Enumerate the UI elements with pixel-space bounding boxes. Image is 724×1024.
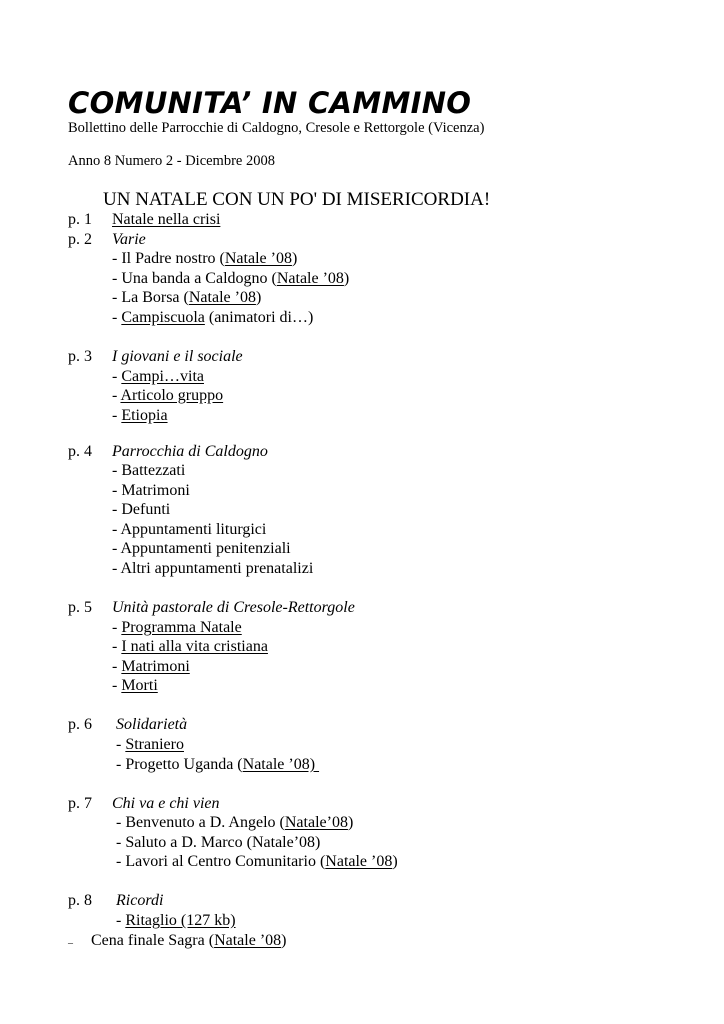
item-link[interactable]: Matrimoni: [121, 658, 190, 675]
page-number: p. 6: [68, 716, 92, 733]
section-title: I giovani e il sociale: [112, 348, 243, 365]
list-item: - I nati alla vita cristiana: [112, 638, 268, 655]
list-item: - Articolo gruppo: [112, 387, 224, 404]
page-number: p. 1: [68, 211, 92, 228]
page-number: p. 8: [68, 892, 92, 909]
list-item: - Lavori al Centro Comunitario (Natale ’08): [116, 853, 398, 870]
list-item: - Battezzati: [112, 462, 186, 479]
section-title: Solidarietà: [116, 716, 188, 733]
item-link[interactable]: Natale’08: [284, 814, 348, 831]
list-item: - Etiopia: [112, 407, 168, 424]
item-link[interactable]: Straniero: [125, 736, 184, 753]
item-link[interactable]: Ritaglio (127 kb): [125, 912, 236, 929]
list-item: - Saluto a D. Marco (Natale’08): [116, 834, 321, 851]
list-item: - Defunti: [112, 501, 171, 518]
bulletin-subtitle: Bollettino delle Parrocchie di Caldogno, Cresole e Rettorgole (Vicenza): [68, 120, 485, 136]
item-link[interactable]: Etiopia: [121, 407, 168, 424]
item-link[interactable]: Natale ’08: [214, 932, 282, 949]
list-item: - Ritaglio (127 kb): [116, 912, 236, 929]
headline: UN NATALE CON UN PO' DI MISERICORDIA!: [103, 189, 491, 210]
item-link[interactable]: Natale ’08: [276, 270, 344, 287]
item-link[interactable]: Natale ’08: [224, 250, 292, 267]
list-item: Cena finale Sagra (Natale ’08): [91, 932, 287, 949]
list-item: - Appuntamenti liturgici: [112, 521, 267, 538]
item-link[interactable]: Programma Natale: [121, 619, 242, 636]
list-item: - Il Padre nostro (Natale ’08): [112, 250, 298, 267]
page-number: p. 2: [68, 231, 92, 248]
list-item: - Altri appuntamenti prenatalizi: [112, 560, 314, 577]
page-number: p. 5: [68, 599, 92, 616]
item-link[interactable]: Articolo gruppo: [120, 387, 224, 404]
item-link[interactable]: Natale ’08): [242, 756, 320, 773]
page-number: p. 7: [68, 795, 92, 812]
item-link[interactable]: I nati alla vita cristiana: [121, 638, 268, 655]
list-item: - Straniero: [116, 736, 184, 753]
list-item: - Campi…vita: [112, 368, 204, 385]
item-link[interactable]: Campiscuola: [121, 309, 205, 326]
section-title: Varie: [112, 231, 146, 248]
list-item: - Benvenuto a D. Angelo (Natale’08): [116, 814, 354, 831]
list-item: - Una banda a Caldogno (Natale ’08): [112, 270, 350, 287]
section-title: Chi va e chi vien: [112, 795, 220, 812]
item-link[interactable]: Morti: [121, 677, 158, 694]
issue-info: Anno 8 Numero 2 - Dicembre 2008: [68, 153, 275, 169]
section-title: Ricordi: [116, 892, 164, 909]
bullet-dash: –: [68, 938, 73, 949]
list-item: - Campiscuola (animatori di…): [112, 309, 314, 326]
item-link[interactable]: Natale ’08: [325, 853, 393, 870]
list-item: - Morti: [112, 677, 158, 694]
page-number: p. 4: [68, 443, 92, 460]
section-title: Parrocchia di Caldogno: [112, 443, 268, 460]
item-link[interactable]: Natale ’08: [188, 289, 256, 306]
list-item: - Matrimoni: [112, 482, 190, 499]
item-link[interactable]: Campi…vita: [121, 368, 204, 385]
list-item: - Programma Natale: [112, 619, 242, 636]
bulletin-title: COMUNITA’ IN CAMMINO: [68, 86, 472, 120]
page-number: p. 3: [68, 348, 92, 365]
section-title: Unità pastorale di Cresole-Rettorgole: [112, 599, 355, 616]
list-item: - Progetto Uganda (Natale ’08): [116, 756, 320, 773]
list-item: - Matrimoni: [112, 658, 190, 675]
page-title-link[interactable]: Natale nella crisi: [112, 211, 221, 228]
list-item: - La Borsa (Natale ’08): [112, 289, 262, 306]
list-item: - Appuntamenti penitenziali: [112, 540, 291, 557]
